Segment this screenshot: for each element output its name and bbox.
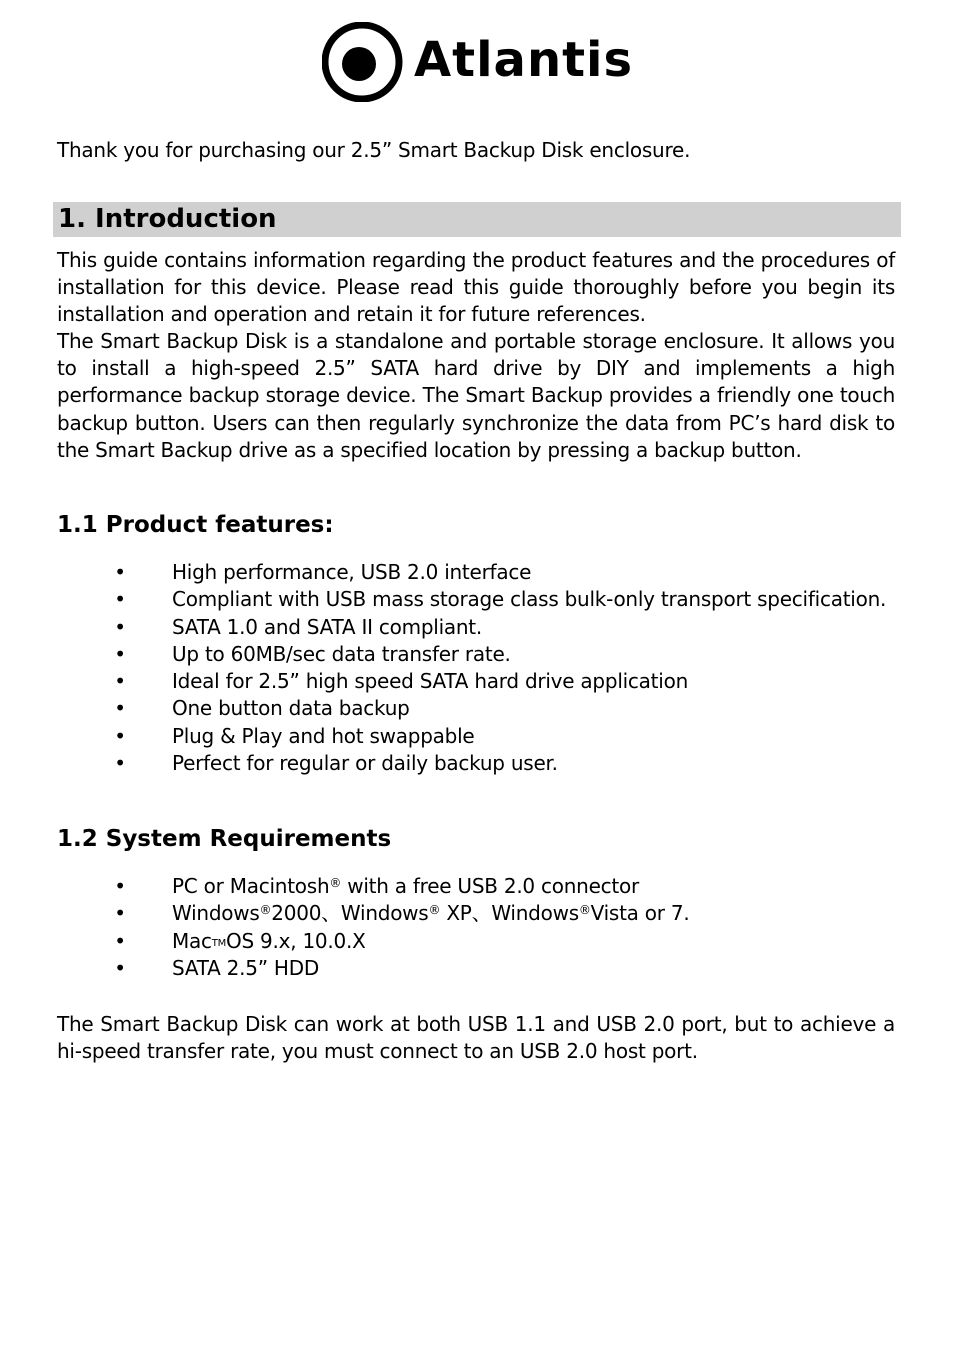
bullet-icon: • <box>114 669 126 694</box>
bullet-icon: • <box>114 901 126 926</box>
product-features-list <box>0 559 954 777</box>
registered-mark: ® <box>578 903 591 918</box>
list-item: • One button data backup <box>0 695 954 722</box>
bullet-icon: • <box>114 614 126 639</box>
list-item: • MacTMOS 9.x, 10.0.X <box>0 928 954 955</box>
usb-compatibility-paragraph: The Smart Backup Disk can work at both USB 1.1 and USB 2.0 port, but to achieve a hi-speed transfer rate, you must connect to an USB 2.0 host port. <box>57 1012 895 1064</box>
atlantis-logo-mark-icon <box>322 22 408 102</box>
introduction-heading: 1. Introduction <box>58 204 277 234</box>
bullet-icon: • <box>114 587 126 612</box>
list-item: • High performance, USB 2.0 interface <box>0 559 954 586</box>
thank-you-text: Thank you for purchasing our 2.5” Smart Backup Disk enclosure. <box>57 138 691 162</box>
list-item: • SATA 1.0 and SATA II compliant. <box>0 614 954 641</box>
list-item: • Plug & Play and hot swappable <box>0 723 954 750</box>
list-item: • Up to 60MB/sec data transfer rate. <box>0 641 954 668</box>
system-requirements-heading: 1.2 System Requirements <box>57 826 392 852</box>
bullet-icon: • <box>114 928 126 953</box>
bullet-icon: • <box>114 696 126 721</box>
list-item: • Compliant with USB mass storage class bulk-only transport specification. <box>0 586 954 613</box>
registered-mark: ® <box>329 876 342 890</box>
product-features-heading: 1.1 Product features: <box>57 512 334 538</box>
list-item: • Perfect for regular or daily backup user. <box>0 750 954 777</box>
trademark-mark: TM <box>211 937 227 949</box>
bullet-icon: • <box>114 723 126 748</box>
list-item: • SATA 2.5” HDD <box>0 955 954 982</box>
atlantis-logo <box>322 22 634 102</box>
bullet-icon: • <box>114 560 126 584</box>
bullet-icon: • <box>114 641 126 666</box>
list-item: • Windows®2000、Windows® XP、Windows®Vista or 7. <box>0 900 954 927</box>
intro-paragraph-2: The Smart Backup Disk is a standalone and portable storage enclosure. It allows you to install a high-speed 2.5” SATA hard drive by DIY and implements a high performance backup storage device. The Smart Backup provides a friendly one touch backup button. Users can then regularly synchronize the data from PC’s hard disk to the Smart Backup drive as a specified location by pressing a backup button. <box>57 329 895 462</box>
list-item: • PC or Macintosh® with a free USB 2.0 connector <box>0 873 954 900</box>
list-item: • Ideal for 2.5” high speed SATA hard drive application <box>0 668 954 695</box>
introduction-heading-bar <box>53 202 901 237</box>
bullet-icon: • <box>114 874 126 898</box>
registered-mark: ® <box>259 903 272 918</box>
bullet-icon: • <box>114 955 126 980</box>
intro-paragraph-1: This guide contains information regarding the product features and the procedures of installation for this device. Please read this guide thoroughly before you begin its installation and operation and retain it for future references. <box>57 248 895 327</box>
logo-wordmark: Atlantis <box>414 32 634 88</box>
registered-mark: ® <box>428 903 441 918</box>
system-requirements-list <box>0 873 954 982</box>
bullet-icon: • <box>114 751 126 776</box>
